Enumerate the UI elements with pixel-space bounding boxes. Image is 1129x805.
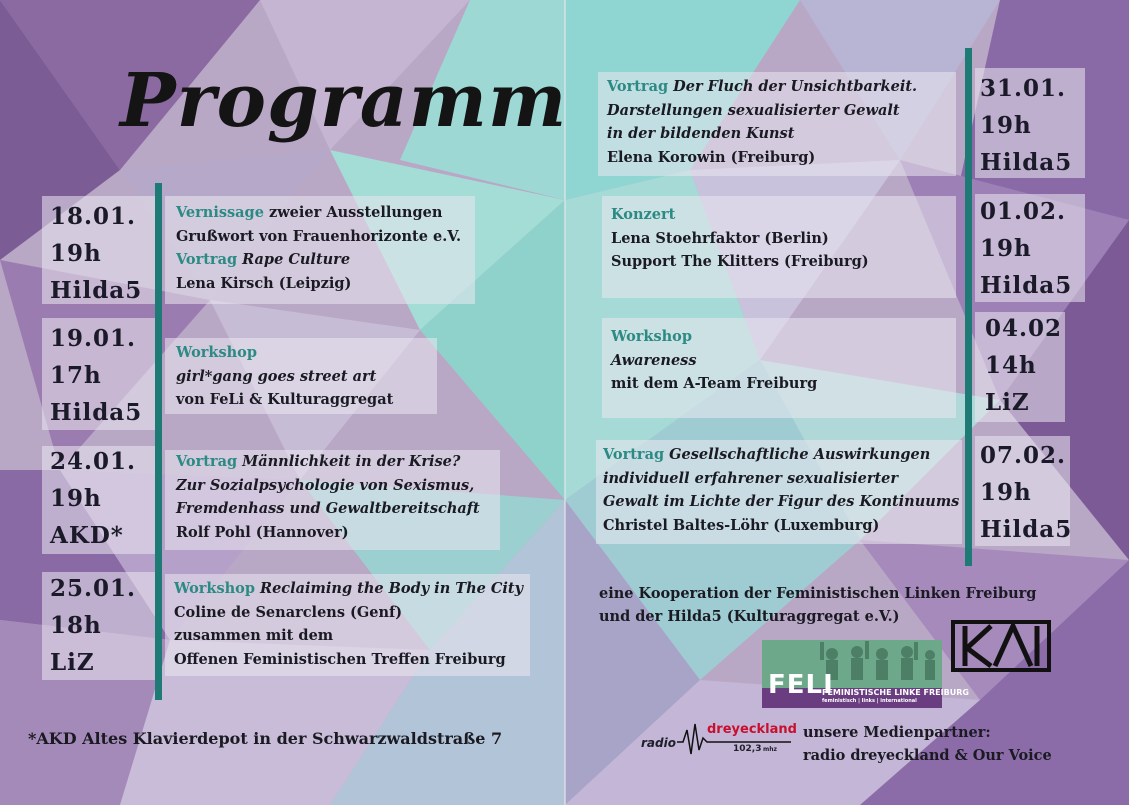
event-time: 19h	[50, 485, 102, 512]
radio-unit: mhz	[763, 746, 778, 753]
cooperation-line: eine Kooperation der Feministischen Linken Freiburg	[599, 585, 1037, 602]
event-date-block	[980, 437, 1072, 548]
event-line: mit dem A-Team Freiburg	[611, 375, 818, 392]
event-venue: Hilda5	[980, 516, 1073, 543]
event-date-block	[980, 70, 1072, 181]
left-accent-bar	[155, 183, 162, 700]
event-venue: Hilda5	[980, 149, 1073, 176]
event-line: Lena Kirsch (Leipzig)	[176, 274, 352, 292]
event-line: zusammen mit dem	[174, 627, 334, 644]
event-venue: Hilda5	[50, 277, 143, 304]
event-date: 18.01.	[50, 203, 137, 230]
event-type: Workshop	[176, 344, 257, 361]
feli-logo-name: FELI	[768, 670, 834, 700]
event-type: Vortrag	[176, 453, 238, 470]
event-line: Grußwort von Frauenhorizonte e.V.	[176, 227, 462, 245]
event-date-block	[980, 193, 1072, 304]
event-venue: LiZ	[985, 389, 1030, 416]
event-line: Lena Stoehrfaktor (Berlin)	[611, 229, 829, 247]
event-type: Workshop	[174, 580, 255, 597]
event-time: 19h	[50, 240, 102, 267]
event-date: 01.02.	[980, 198, 1067, 225]
ka-logo-icon	[951, 620, 1051, 672]
event-type: Vortrag	[176, 251, 238, 268]
event-venue: LiZ	[50, 649, 95, 676]
event-line: Vernissage zweier Ausstellungen	[176, 204, 443, 221]
event-line: Support The Klitters (Freiburg)	[611, 253, 869, 270]
event-line: Coline de Senarclens (Genf)	[174, 603, 403, 621]
radio-dreyeckland-logo	[641, 720, 797, 758]
event-date: 19.01.	[50, 325, 137, 352]
event-venue: Hilda5	[50, 399, 143, 426]
event-line: Vortrag Rape Culture	[176, 251, 351, 268]
feli-logo	[762, 640, 969, 708]
event-line: Workshop Reclaiming the Body in The City	[174, 580, 524, 597]
event-line: individuell erfahrener sexualisierter	[603, 469, 899, 487]
media-partners-line: radio dreyeckland & Our Voice	[803, 747, 1052, 764]
event-line: Christel Baltes-Löhr (Luxemburg)	[603, 516, 880, 534]
event-date: 04.02	[985, 315, 1063, 342]
event-time: 19h	[980, 235, 1032, 262]
event-line: Elena Korowin (Freiburg)	[607, 148, 816, 166]
event-line: Fremdenhass und Gewaltbereitschaft	[176, 500, 480, 517]
event-type: Vortrag	[607, 78, 669, 95]
event-type: Workshop	[611, 328, 692, 345]
media-partners-text	[803, 721, 1052, 767]
event-date-block	[50, 198, 142, 309]
event-time: 14h	[985, 352, 1037, 379]
event-description	[176, 341, 393, 412]
event-line: in der bildenden Kunst	[607, 125, 795, 142]
event-line: Awareness	[611, 351, 697, 369]
radio-name: dreyeckland	[707, 722, 797, 737]
right-accent-bar	[965, 48, 972, 566]
event-date: 07.02.	[980, 442, 1067, 469]
event-venue: Hilda5	[980, 272, 1073, 299]
event-time: 19h	[980, 479, 1032, 506]
event-description	[607, 75, 917, 169]
event-line: Vortrag Gesellschaftliche Auswirkungen	[603, 446, 931, 463]
event-time: 17h	[50, 362, 102, 389]
event-time: 19h	[980, 112, 1032, 139]
radio-prefix: radio	[641, 736, 676, 750]
feli-logo-tagline: feministisch | links | international	[822, 698, 917, 704]
event-date-block	[50, 443, 136, 554]
event-description	[611, 325, 817, 396]
kulturaggregat-logo	[951, 620, 1051, 672]
event-description	[603, 443, 959, 537]
event-venue: AKD*	[50, 522, 124, 549]
feli-logo-subtitle: FEMINISTISCHE LINKE FREIBURG	[822, 688, 969, 697]
event-line	[611, 325, 817, 349]
event-line	[176, 341, 393, 365]
event-description	[176, 201, 461, 295]
event-date-block	[985, 310, 1062, 421]
event-date-block	[50, 570, 136, 681]
media-partners-line: unsere Medienpartner:	[803, 724, 991, 741]
event-description	[176, 450, 480, 544]
page-title: Programm	[120, 58, 568, 144]
event-type: Konzert	[611, 206, 676, 223]
event-line: Darstellungen sexualisierter Gewalt	[607, 101, 900, 119]
event-date-block	[50, 320, 142, 431]
event-line: girl*gang goes street art	[176, 367, 377, 385]
event-date: 24.01.	[50, 448, 137, 475]
event-line	[611, 203, 869, 227]
footnote: *AKD Altes Klavierdepot in der Schwarzwaldstraße 7	[28, 729, 503, 748]
event-type: Vortrag	[603, 446, 665, 463]
event-time: 18h	[50, 612, 102, 639]
event-line: Gewalt im Lichte der Figur des Kontinuums	[603, 493, 960, 510]
cooperation-line: und der Hilda5 (Kulturaggregat e.V.)	[599, 608, 900, 625]
event-line: Vortrag Männlichkeit in der Krise?	[176, 453, 461, 470]
event-line: Rolf Pohl (Hannover)	[176, 523, 349, 541]
event-date: 25.01.	[50, 575, 137, 602]
event-date: 31.01.	[980, 75, 1067, 102]
radio-frequency: 102,3	[733, 744, 762, 754]
event-description	[611, 203, 869, 274]
event-line: Zur Sozialpsychologie von Sexismus,	[176, 476, 475, 494]
event-line: Offenen Feministischen Treffen Freiburg	[174, 650, 506, 668]
event-description	[174, 577, 523, 671]
event-type: Vernissage	[176, 204, 264, 221]
event-line: Vortrag Der Fluch der Unsichtbarkeit.	[607, 78, 918, 95]
event-line: von FeLi & Kulturaggregat	[176, 391, 394, 408]
